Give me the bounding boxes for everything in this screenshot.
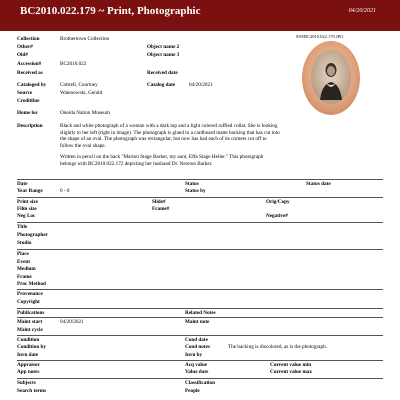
- label-condition: Condition: [17, 337, 40, 343]
- label-status-date: Status date: [306, 181, 331, 187]
- label-invn-by: Invn by: [185, 352, 203, 358]
- label-neg-loc: Neg Loc: [17, 213, 36, 219]
- divider: [17, 197, 383, 198]
- label-orig-copy: Orig/Copy: [266, 199, 290, 205]
- label-old: Old#: [17, 52, 28, 58]
- record-title: BC2010.022.179 ~ Print, Photographic: [20, 5, 201, 17]
- label-related-notes: Related Notes: [185, 310, 216, 316]
- label-status-by: Status by: [185, 188, 206, 194]
- value-description-p2: Written in pencil on the back "Marion Stage Barker, my aunt, Effa Stage Heller." This photograph belongs with BC2010.022.172 depicting her husband Dr. Newton Barker.: [60, 154, 264, 167]
- value-home-loc: Oneida Nation Museum: [60, 110, 110, 116]
- label-year-range: Year Range: [17, 188, 43, 194]
- value-cataloged-by-1: Cottrell, Courtney: [60, 82, 98, 88]
- divider: [17, 360, 383, 361]
- value-description-p1: Black and white photograph of a woman with a dark top and a light colored ruffled collar. She is looking slightly to her left (right in image). The photograph is glued to a cardboard matte backing that has cut into the shape of an oval. The photograph was rectangular, but now has had each of its corners cut off to follow the oval shape.: [60, 123, 280, 149]
- label-catalog-date: Catalog date: [147, 82, 176, 88]
- divider: [17, 222, 383, 223]
- label-film-size: Film size: [17, 206, 37, 212]
- label-copyright: Copyright: [17, 299, 40, 305]
- label-value-date: Value date: [185, 369, 209, 375]
- label-slide: Slide#: [152, 199, 166, 205]
- value-maint-start: 04/20/2021: [60, 319, 84, 325]
- label-received-as: Received as: [17, 70, 43, 76]
- divider: [17, 378, 383, 379]
- label-cataloged-by: Cataloged by: [17, 82, 47, 88]
- label-classification: Classification: [185, 380, 215, 386]
- label-proc-method: Proc Method: [17, 281, 46, 287]
- label-date: Date: [17, 181, 28, 187]
- value-collection: Brothertown Collection: [60, 36, 110, 42]
- label-medium: Medium: [17, 266, 36, 272]
- label-title: Title: [17, 224, 28, 230]
- value-catalog-date: 04/20/2021: [189, 82, 213, 88]
- label-status: Status: [185, 181, 199, 187]
- report-header: [0, 0, 400, 31]
- label-condition-by: Condition by: [17, 344, 46, 350]
- label-event: Event: [17, 259, 30, 265]
- value-year-range: 0 - 0: [60, 188, 70, 194]
- label-received-date: Received date: [147, 70, 178, 76]
- label-source: Source: [17, 90, 33, 96]
- label-place: Place: [17, 251, 29, 257]
- label-other: Other#: [17, 44, 33, 50]
- label-provenance: Provenance: [17, 291, 43, 297]
- label-publications: Publications: [17, 310, 45, 316]
- label-photographer: Photographer: [17, 232, 48, 238]
- label-current-value-min: Current value min: [270, 362, 312, 368]
- label-cond-notes: Cond notes: [185, 344, 210, 350]
- label-app-notes: App notes: [17, 369, 40, 375]
- label-subjects: Subjects: [17, 380, 36, 386]
- divider: [17, 317, 383, 318]
- label-frame: Frame: [17, 274, 32, 280]
- divider: [17, 289, 383, 290]
- label-invn-date: Invn date: [17, 352, 39, 358]
- image-filename: 039\BC2010.022.179.JPG: [296, 34, 344, 39]
- divider: [17, 179, 383, 180]
- label-frame-number: Frame#: [152, 206, 170, 212]
- label-collection: Collection: [17, 36, 40, 42]
- label-studio: Studio: [17, 240, 32, 246]
- value-accession: BC2010.022: [60, 61, 87, 67]
- label-maint-note: Maint note: [185, 319, 210, 325]
- label-creditline: Creditline: [17, 98, 40, 104]
- label-print-size: Print size: [17, 199, 38, 205]
- label-description: Description: [17, 123, 43, 129]
- report-date: 04/20/2021: [348, 8, 376, 14]
- value-cataloged-by-2: Walenowski, Gerald: [60, 90, 103, 96]
- label-object-name-3: Object name 3: [147, 52, 180, 58]
- label-maint-start: Maint start: [17, 319, 43, 325]
- label-maint-cycle: Maint cycle: [17, 327, 43, 333]
- divider: [17, 335, 383, 336]
- label-acq-value: Acq value: [185, 362, 208, 368]
- label-search-terms: Search terms: [17, 388, 47, 394]
- photograph-image: [301, 40, 361, 116]
- label-object-name-2: Object name 2: [147, 44, 180, 50]
- value-cond-notes: The backing is discolored, as is the photograph.: [228, 344, 327, 350]
- label-appraisor: Appraisor: [17, 362, 40, 368]
- label-current-value-max: Current value max: [270, 369, 312, 375]
- label-home-loc: Home loc: [17, 110, 38, 116]
- label-cond-date: Cond date: [185, 337, 208, 343]
- label-negative: Negative#: [266, 213, 288, 219]
- divider: [17, 308, 383, 309]
- label-accession: Accession#: [17, 61, 42, 67]
- divider: [17, 249, 383, 250]
- label-people: People: [185, 388, 200, 394]
